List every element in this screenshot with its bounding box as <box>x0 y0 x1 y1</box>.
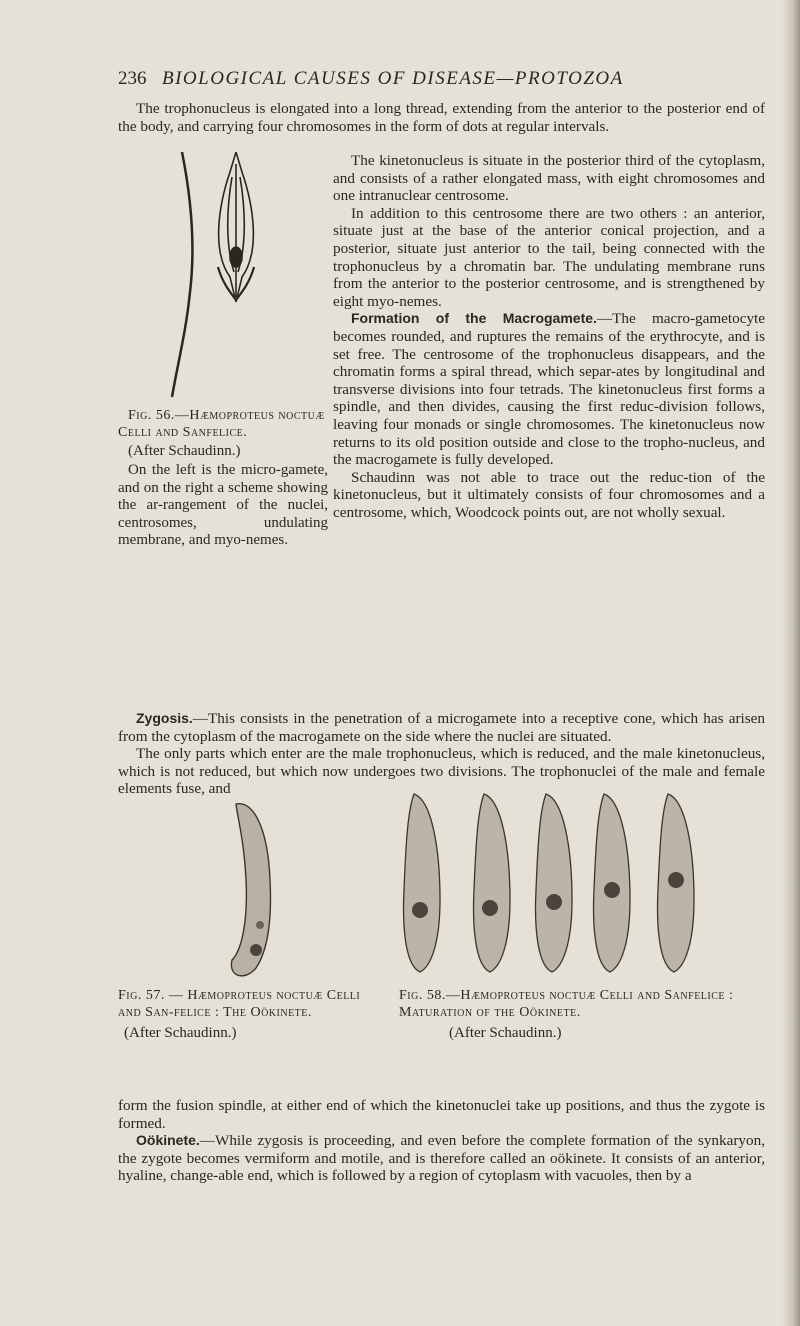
heading-ookinete: Oökinete. <box>136 1132 200 1149</box>
figure-56-credit: (After Schaudinn.) <box>128 443 241 459</box>
figure-56-caption: Fig. 56.—Hæmoproteus noctuæ Celli and Sanfelice. <box>118 408 325 440</box>
paragraph-zygosis: Zygosis.—This consists in the penetration of a microgamete into a receptive cone, which has arisen from the cytoplasm of the macrogamete on the side where the nuclei are situated. The only parts which enter are the male trophonucleus, which is reduced, and the male kinetonucleus, which is not reduced, but which now undergoes two divisions. The trophonuclei of the male and female elements fuse, and <box>118 710 765 798</box>
figure-57-credit: (After Schaudinn.) <box>124 1025 237 1041</box>
heading-zygosis: Zygosis. <box>136 710 193 726</box>
ookinete-stage-5 <box>658 794 694 972</box>
closing-text: form the fusion spindle, at either end of which the kinetonuclei take up positions, and thus the zygote is formed. Oökinete.—While zygosis is proceeding, and even before the complete formation of the synkaryon, the zygote becomes vermiform and motile, and is therefore called an oökinete. It consists of an anterior, hyaline, change-able end, which is followed by a region of cytoplasm with vacuoles, then by a <box>118 1097 765 1185</box>
ookinete-stage-4 <box>594 794 630 972</box>
scheme-drawing <box>218 152 254 302</box>
figure-56-description: On the left is the micro-gamete, and on the right a scheme showing the ar-rangement of the nuclei, centrosomes, undulating membrane, and myo-nemes. <box>118 462 328 549</box>
page-number: 236 <box>118 68 147 89</box>
figure-57-caption-block <box>118 987 378 1042</box>
ookinete-stage-3 <box>536 794 572 972</box>
figure-58-caption-block <box>399 987 749 1042</box>
ookinete-stage-2 <box>474 794 510 972</box>
figure-56-caption-block <box>118 407 328 550</box>
right-column-text: The kinetonucleus is situate in the posterior third of the cytoplasm, and consists of a rather elongated mass, with eight chromosomes and one intranuclear centrosome. In addition to this centrosome there are two others : an anterior, situate just at the base of the anterior conical projection, and a posterior, situate just anterior to the tail, being connected with the trophonucleus by a chromatin bar. The undulating membrane runs from the anterior to the posterior centrosome, and is strengthened by eight myo-nemes. Formation of the Macrogamete.—The macro-gametocyte becomes rounded, and ruptures the remains of the erythrocyte, and is set free. The centrosome of the trophonucleus disappears, and the chromatin forms a spiral thread, which separ-ates by longitudinal and transverse divisions into four tetrads. The kinetonucleus first forms a spindle, and then divides, causing the first reduc-division follows, leaving four monads or single chromosomes. The kinetonucleus now returns to its old position outside and close to the tropho-nucleus, and the macrogamete is fully developed. Schaudinn was not able to trace out the reduc-tion of the kinetonucleus, but it ultimately consists of four chromosomes and a centrosome, which, Woodcock points out, are not wholly sexual. <box>333 152 766 521</box>
figure-57-caption: Fig. 57. — Hæmoproteus noctuæ Celli and San-felice : The Oökinete. <box>118 988 361 1020</box>
running-title: BIOLOGICAL CAUSES OF DISEASE—PROTOZOA <box>162 68 624 89</box>
page-edge-shadow <box>782 0 800 1326</box>
heading-macrogamete: Formation of the Macrogamete. <box>351 310 597 327</box>
figure-58-credit: (After Schaudinn.) <box>449 1025 562 1041</box>
figure-58-illustration <box>390 790 720 980</box>
figure-56-illustration <box>160 152 330 400</box>
microgamete-drawing <box>172 152 192 397</box>
ookinete-stage-1 <box>404 794 440 972</box>
figure-57-illustration <box>218 800 282 980</box>
figure-58-caption: Fig. 58.—Hæmoproteus noctuæ Celli and Sanfelice : Maturation of the Oökinete. <box>399 988 734 1020</box>
paragraph-trophonucleus: The trophonucleus is elongated into a long thread, extending from the anterior to the posterior end of the body, and carrying four chromosomes in the form of dots at regular intervals. <box>118 100 765 135</box>
